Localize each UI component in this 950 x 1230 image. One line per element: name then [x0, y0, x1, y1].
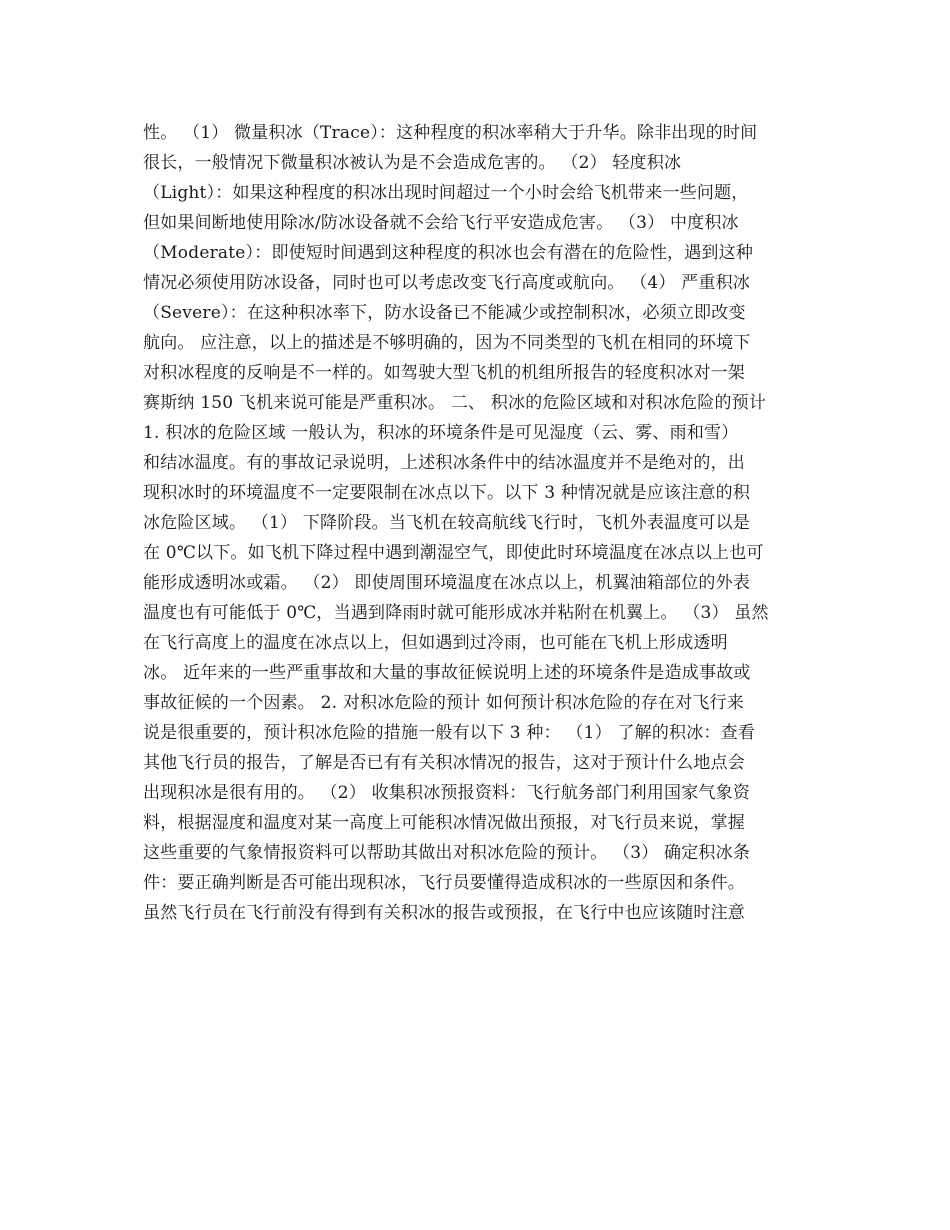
- text-line: 能形成透明冰或霜。 （2） 即使周围环境温度在冰点以上，机翼油箱部位的外表: [143, 573, 751, 593]
- body-text: [143, 118, 813, 928]
- text-line: 在飞行高度上的温度在冰点以上，但如遇到过冷雨，也可能在飞机上形成透明: [143, 633, 728, 653]
- text-line: 情况必须使用防冰设备，同时也可以考虑改变飞行高度或航向。 （4） 严重积冰: [143, 273, 751, 293]
- text-line: 冰。 近年来的一些严重事故和大量的事故征候说明上述的环境条件是造成事故或: [143, 663, 751, 683]
- text-line: 1. 积冰的危险区域 一般认为，积冰的环境条件是可见湿度（云、雾、雨和雪）: [143, 423, 739, 443]
- text-line: （Severe）：在这种积冰率下，防水设备已不能减少或控制积冰，必须立即改变: [143, 303, 746, 323]
- text-line: 和结冰温度。有的事故记录说明，上述积冰条件中的结冰温度并不是绝对的，出: [143, 453, 745, 473]
- text-line: 冰危险区域。 （1） 下降阶段。当飞机在较高航线飞行时，飞机外表温度可以是: [143, 513, 751, 533]
- text-line: 件：要正确判断是否可能出现积冰，飞行员要懂得造成积冰的一些原因和条件。: [143, 873, 745, 893]
- text-line: 现积冰时的环境温度不一定要限制在冰点以下。以下 3 种情况就是应该注意的积: [143, 483, 751, 503]
- text-line: 在 0℃以下。如飞机下降过程中遇到潮湿空气，即使此时环境温度在冰点以上也可: [143, 543, 764, 563]
- text-line: 温度也有可能低于 0℃，当遇到降雨时就可能形成冰并粘附在机翼上。 （3） 虽然: [143, 603, 769, 623]
- text-line: 说是很重要的，预计积冰危险的措施一般有以下 3 种： （1） 了解的积冰：查看: [143, 723, 756, 743]
- text-line: 赛斯纳 150 飞机来说可能是严重积冰。 二、 积冰的危险区域和对积冰危险的预计: [143, 393, 767, 413]
- text-line: 很长，一般情况下微量积冰被认为是不会造成危害的。 （2） 轻度积冰: [143, 153, 682, 173]
- text-line: （Light）：如果这种程度的积冰出现时间超过一个小时会给飞机带来一些问题，: [143, 183, 749, 203]
- text-line: 虽然飞行员在飞行前没有得到有关积冰的报告或预报，在飞行中也应该随时注意: [143, 903, 745, 923]
- text-line: 对积冰程度的反响是不一样的。如驾驶大型飞机的机组所报告的轻度积冰对一架: [143, 363, 745, 383]
- text-line: 其他飞行员的报告，了解是否已有有关积冰情况的报告，这对于预计什么地点会: [143, 753, 745, 773]
- text-line: （Moderate）：即使短时间遇到这种程度的积冰也会有潜在的危险性，遇到这种: [143, 243, 754, 263]
- text-line: 性。 （1） 微量积冰（Trace）：这种程度的积冰率稍大于升华。除非出现的时间: [143, 123, 758, 143]
- text-line: 事故征候的一个因素。 2. 对积冰危险的预计 如何预计积冰危险的存在对飞行来: [143, 693, 745, 713]
- text-line: 这些重要的气象情报资料可以帮助其做出对积冰危险的预计。 （3） 确定积冰条: [143, 843, 751, 863]
- text-line: 出现积冰是很有用的。 （2） 收集积冰预报资料：飞行航务部门利用国家气象资: [143, 783, 751, 803]
- text-line: 但如果间断地使用除冰/防冰设备就不会给飞行平安造成危害。 （3） 中度积冰: [143, 213, 739, 233]
- text-line: 料，根据湿度和温度对某一高度上可能积冰情况做出预报，对飞行员来说，掌握: [143, 813, 745, 833]
- text-line: 航向。 应注意，以上的描述是不够明确的，因为不同类型的飞机在相同的环境下: [143, 333, 751, 353]
